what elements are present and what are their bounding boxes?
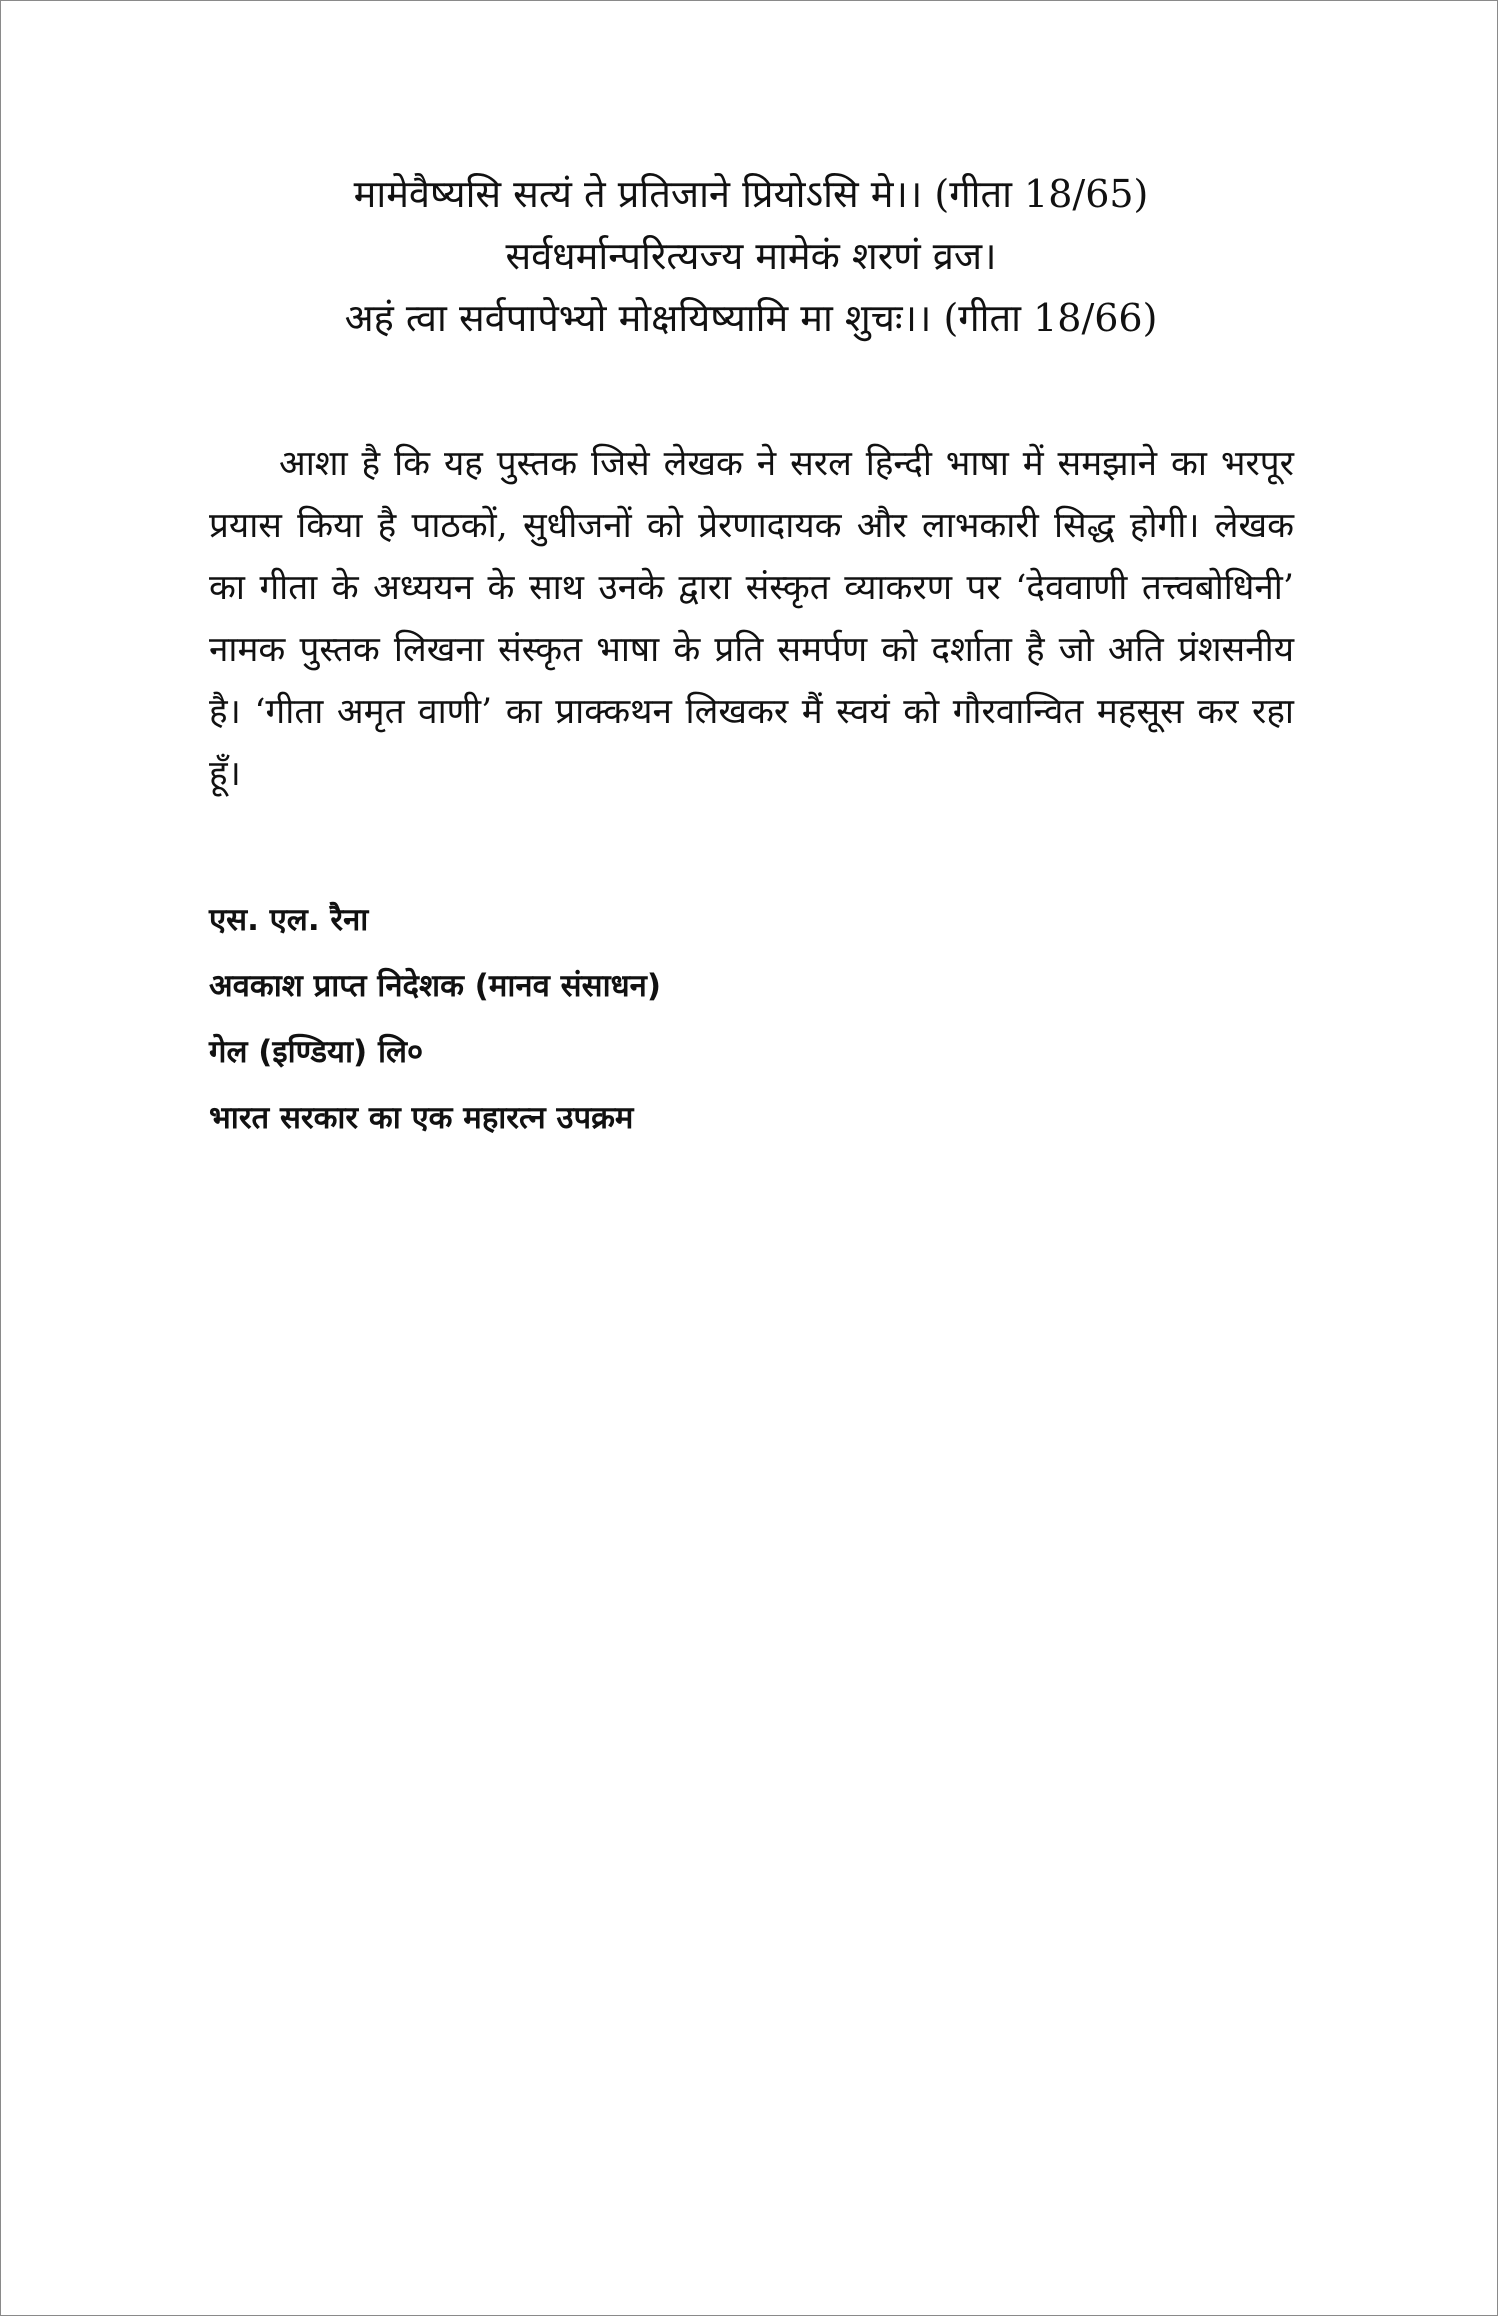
foreword-paragraph: आशा है कि यह पुस्तक जिसे लेखक ने सरल हिन्दी भाषा में समझाने का भरपूर प्रयास किया है पाठकों, सुधीजनों को प्रेरणादायक और लाभकारी सिद्ध होगी। लेखक का गीता के अध्ययन के साथ उनके द्वारा संस्कृत व्याकरण पर ‘देववाणी तत्त्वबोधिनी’ नामक पुस्तक लिखना संस्कृत भाषा के प्रति समर्पण को दर्शाता है जो अति प्रंशसनीय है। ‘गीता अमृत वाणी’ का प्राक्कथन लिखकर मैं स्वयं को गौरवान्वित महसूस कर रहा हूँ। bbox=[209, 444, 1294, 794]
signatory-designation: अवकाश प्राप्त निदेशक (मानव संसाधन) bbox=[209, 968, 662, 1004]
verse-line-1: मामेवैष्यसि सत्यं ते प्रतिजाने प्रियोऽसि मे।। (गीता 18/65) bbox=[353, 172, 1149, 216]
verse-line-3: अहं त्वा सर्वपापेभ्यो मोक्षयिष्यामि मा शुचः।। (गीता 18/66) bbox=[344, 296, 1158, 340]
verse-line-2: सर्वधर्मान्परित्यज्य मामेकं शरणं व्रज। bbox=[505, 234, 997, 278]
signatory-company: गेल (इण्डिया) लि० bbox=[209, 1034, 424, 1070]
signatory-name: एस. एल. रैना bbox=[209, 902, 369, 938]
signature-block bbox=[209, 887, 1294, 1151]
gita-verses bbox=[211, 163, 1291, 349]
company-description: भारत सरकार का एक महारत्न उपक्रम bbox=[209, 1100, 634, 1136]
